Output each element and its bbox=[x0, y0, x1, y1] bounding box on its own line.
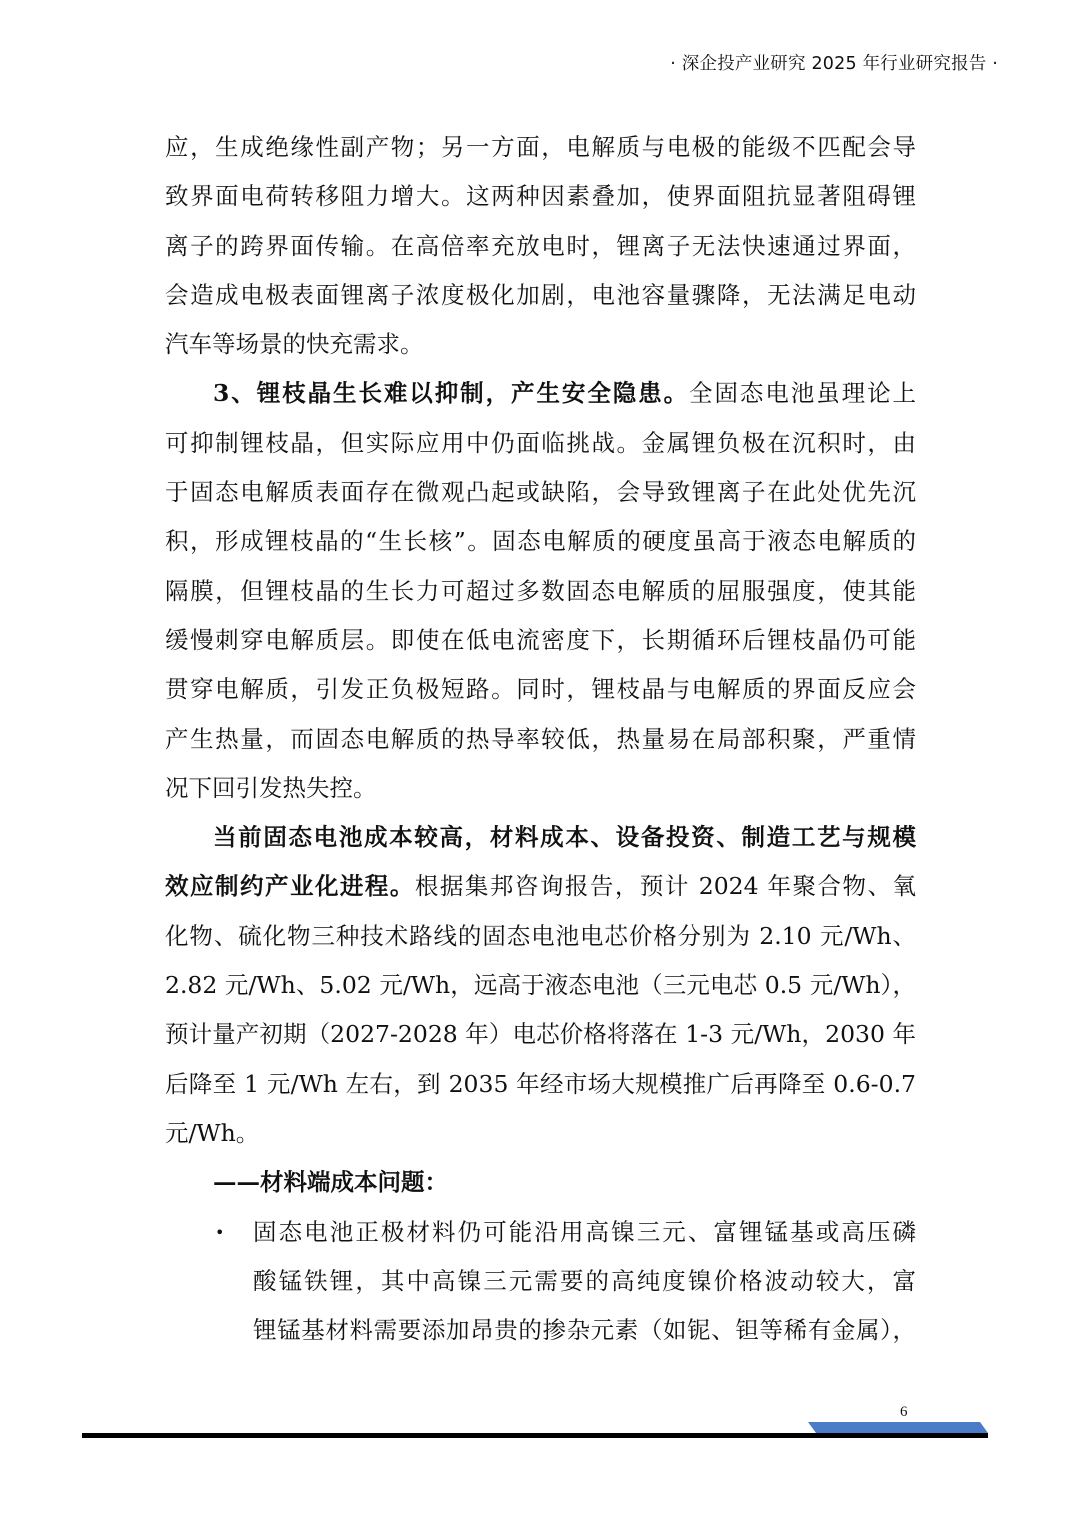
bold-text: 3、锂枝晶生长难以抑制，产生安全隐患。 bbox=[213, 379, 690, 408]
text-segment: 致界面电荷转移阻力增大。这两种因素叠加，使界面阻抗显著阻碍锂 bbox=[165, 182, 916, 211]
text-line bbox=[165, 271, 916, 320]
footer-rule bbox=[82, 1433, 988, 1438]
bold-text: 效应制约产业化进程。 bbox=[165, 872, 415, 901]
text-segment: 缓慢刺穿电解质层。即使在低电流密度下，长期循环后锂枝晶仍可能 bbox=[165, 625, 916, 654]
text-segment: 预计量产初期（2027-2028 年）电芯价格将落在 1-3 元/Wh，2030 年 bbox=[165, 1020, 916, 1049]
text-line bbox=[165, 715, 916, 764]
text-segment: 会造成电极表面锂离子浓度极化加剧，电池容量骤降，无法满足电动 bbox=[165, 280, 916, 309]
text-line bbox=[165, 1306, 916, 1355]
text-line bbox=[165, 665, 916, 714]
text-line bbox=[165, 222, 916, 271]
text-segment: 离子的跨界面传输。在高倍率充放电时，锂离子无法快速通过界面， bbox=[165, 231, 916, 260]
text-line bbox=[165, 369, 916, 418]
text-line bbox=[165, 862, 916, 911]
text-line bbox=[165, 517, 916, 566]
text-segment: 固态电池正极材料仍可能沿用高镍三元、富锂锰基或高压磷 bbox=[253, 1217, 916, 1246]
bold-text: 当前固态电池成本较高，材料成本、设备投资、制造工艺与规模 bbox=[213, 823, 916, 852]
text-line bbox=[165, 616, 916, 665]
text-segment: 酸锰铁锂，其中高镍三元需要的高纯度镍价格波动较大，富 bbox=[253, 1266, 916, 1295]
text-segment: 贯穿电解质，引发正负极短路。同时，锂枝晶与电解质的界面反应会 bbox=[165, 675, 916, 704]
running-header: · 深企投产业研究 2025 年行业研究报告 · bbox=[670, 54, 998, 74]
text-segment: 产生热量，而固态电解质的热导率较低，热量易在局部积聚，严重情 bbox=[165, 724, 916, 753]
text-line bbox=[165, 567, 916, 616]
text-segment: 锂锰基材料需要添加昂贵的掺杂元素（如铌、钽等稀有金属）， bbox=[253, 1316, 916, 1345]
text-line bbox=[165, 468, 916, 517]
body-text bbox=[165, 123, 916, 1355]
text-line bbox=[165, 1060, 916, 1109]
text-line bbox=[165, 1158, 916, 1207]
text-segment: 元/Wh。 bbox=[165, 1118, 260, 1147]
text-line bbox=[165, 764, 916, 813]
text-segment: 可抑制锂枝晶，但实际应用中仍面临挑战。金属锂负极在沉积时，由 bbox=[165, 428, 916, 457]
bullet-icon: • bbox=[215, 1222, 225, 1242]
text-line bbox=[165, 912, 916, 961]
text-line bbox=[165, 123, 916, 172]
text-segment: 化物、硫化物三种技术路线的固态电池电芯价格分别为 2.10 元/Wh、 bbox=[165, 921, 916, 950]
text-line bbox=[165, 1010, 916, 1059]
text-segment: 积，形成锂枝晶的“生长核”。固态电解质的硬度虽高于液态电解质的 bbox=[165, 527, 916, 556]
bold-text: ——材料端成本问题： bbox=[213, 1168, 448, 1197]
text-segment: 根据集邦咨询报告，预计 2024 年聚合物、氧 bbox=[414, 872, 917, 901]
text-segment: 况下回引发热失控。 bbox=[165, 773, 377, 802]
text-line bbox=[165, 419, 916, 468]
text-segment: 于固态电解质表面存在微观凸起或缺陷，会导致锂离子在此处优先沉 bbox=[165, 478, 916, 507]
text-line bbox=[165, 813, 916, 862]
text-line bbox=[165, 961, 916, 1010]
bullet-list-item-line bbox=[165, 1208, 916, 1257]
text-segment: 汽车等场景的快充需求。 bbox=[165, 330, 424, 359]
text-line bbox=[165, 1109, 916, 1158]
page-number: 6 bbox=[900, 1404, 908, 1420]
footer-accent-band bbox=[808, 1422, 988, 1433]
text-line bbox=[165, 1257, 916, 1306]
text-segment: 全固态电池虽理论上 bbox=[689, 379, 916, 408]
text-segment: 应，生成绝缘性副产物；另一方面，电解质与电极的能级不匹配会导 bbox=[165, 133, 916, 161]
text-segment: 隔膜，但锂枝晶的生长力可超过多数固态电解质的屈服强度，使其能 bbox=[165, 576, 916, 605]
text-line bbox=[165, 320, 916, 369]
text-segment: 2.82 元/Wh、5.02 元/Wh，远高于液态电池（三元电芯 0.5 元/Wh）， bbox=[165, 971, 916, 1000]
text-segment: 后降至 1 元/Wh 左右，到 2035 年经市场大规模推广后再降至 0.6-0.7 bbox=[165, 1069, 916, 1098]
text-line bbox=[165, 172, 916, 221]
